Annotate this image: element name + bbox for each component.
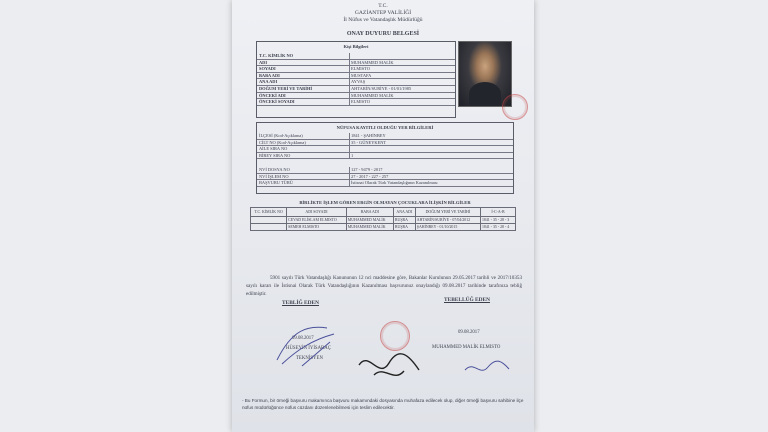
info-row (257, 133, 513, 140)
info-row-divider (349, 140, 350, 146)
info-row-divider (349, 167, 350, 173)
children-cell-father: MUHAMMED MALİK (346, 217, 393, 224)
children-cell-birth: AHTARİN/SURİYE - 07/04/2012 (415, 217, 480, 224)
children-cell-father: MUHAMMED MALİK (346, 224, 393, 231)
personal-info-box (256, 41, 456, 118)
info-row (257, 73, 455, 80)
notification-text: 5901 sayılı Türk Vatandaşlığı Kanununun 12 nci maddesine göre, Bakanlar Kurulunun 29.05.2017 tarihli ve 2017/10353 sayılı kararı ile İstisnai Olarak Türk Vatandaşlığının Kazanılması başvurunuz onaylandığı 09.08.2017 tarihinde tarafınıza tebliğ edilmiştir. (246, 275, 522, 297)
children-column-header: ANA ADI (393, 208, 415, 217)
info-row-value: MUHAMMED MALİK (351, 92, 394, 98)
info-row-divider (349, 153, 350, 159)
info-row (257, 174, 513, 181)
children-column-header: BABA ADI (346, 208, 393, 217)
info-row-divider (349, 79, 350, 85)
header-line-3: İl Nüfus ve Vatandaşlık Müdürlüğü (343, 17, 423, 23)
info-row-divider (349, 93, 350, 99)
info-row-value: 27 - 2017 - 227 - 257 (351, 173, 389, 179)
info-row-divider (349, 180, 350, 186)
header-line-2: GAZİANTEP VALİLİĞİ (354, 10, 412, 16)
info-row-value: AHTARİN/SURİYE - 01/01/1985 (351, 86, 412, 91)
children-column-header: DOĞUM YERİ VE TARİHİ (415, 208, 480, 217)
info-row (257, 93, 455, 100)
children-column-header: İ-C-A-B (480, 208, 515, 217)
children-cell-mother: BUŞRA (393, 224, 415, 231)
info-row (257, 153, 513, 160)
right-signature-scribble (462, 355, 512, 380)
personal-section-title: Kişi Bilgileri (343, 44, 369, 49)
children-cell-icab: 1841 - 35 - 28 - 3 (480, 217, 515, 224)
info-row-label: AİLE SIRA NO (259, 146, 288, 152)
right-signature-date: 09.08.2017 (458, 330, 480, 335)
table-row (251, 217, 516, 224)
left-signature-scribble (272, 320, 342, 370)
info-row (257, 86, 455, 93)
info-row-value: İstisnai Olarak Türk Vatandaşlığının Kazanılması (351, 180, 438, 186)
info-row-divider (349, 86, 350, 92)
children-table-header (251, 208, 516, 217)
info-row-label: ADI (259, 59, 268, 65)
left-signature-date: 09.08.2017 (292, 336, 314, 341)
left-signature-role: TEKNİSYEN (296, 356, 323, 361)
children-cell-birth: ŞAHİNBEY - 01/10/2015 (415, 224, 480, 231)
info-row (257, 66, 455, 73)
info-row (257, 79, 455, 86)
info-row-label: BABA ADI (259, 72, 280, 78)
info-row-value: ELMISTO (351, 99, 370, 105)
info-row-value: 127 - 9479 - 2017 (351, 167, 383, 172)
left-signature-title: TEBLİĞ EDEN (282, 300, 319, 306)
info-row (257, 180, 513, 187)
official-seal-photo (502, 94, 528, 120)
info-row-label: NVİ DOSYA NO (259, 167, 290, 172)
info-row-label: ANA ADI (259, 79, 278, 85)
info-row-label: CİLT NO (Kod-Açıklama) (259, 139, 306, 145)
info-row-label: NVİ İŞLEM NO (259, 173, 289, 179)
info-row-value: ELMISTO (351, 66, 370, 72)
info-row-label: ÖNCEKİ ADI (259, 92, 286, 98)
footnote: - Bu Formun, bir örneği başvuru makamınca başvuru makamındaki dosyasında muhafaza edilecek olup, diğer örneği başvuru sahibine ilçe nüfus müdürlüğünce nüfus cüzdanı düzenlenebilmesi için teslim edilecektir. (242, 398, 524, 410)
info-row-label: BİREY SIRA NO (259, 152, 291, 158)
document-title: ONAY DUYURU BELGESİ (346, 31, 420, 37)
info-row-divider (349, 174, 350, 180)
info-row (257, 60, 455, 67)
info-row-value: MUHAMMED MALİK (351, 59, 394, 65)
info-row (257, 167, 513, 174)
info-row-divider (349, 73, 350, 79)
info-row (257, 140, 513, 147)
children-cell-tc (251, 224, 287, 231)
info-row-value: 35 - GÜNEYKENT (351, 139, 387, 145)
right-signature-name: MUHAMMED MALİK ELMISTO (432, 345, 501, 350)
info-row-divider (349, 133, 350, 139)
children-cell-name: CEVAD ELİSLAM ELMISTO (287, 217, 347, 224)
background-right (534, 0, 768, 432)
info-row-divider (349, 53, 350, 59)
table-row (251, 224, 516, 231)
info-row-value: MUSTAFA (351, 72, 372, 78)
info-row-value: 1841 - ŞAHİNBEY (351, 133, 386, 138)
info-row-label: T.C. KİMLİK NO (259, 53, 294, 58)
info-row (257, 53, 455, 60)
info-row-value: 1 (351, 152, 354, 158)
background-left (0, 0, 232, 432)
children-cell-mother: BUŞRA (393, 217, 415, 224)
children-table-body (251, 217, 516, 231)
children-cell-tc (251, 217, 287, 224)
info-row-label: ÖNCEKİ SOYADI (259, 99, 295, 105)
children-table (250, 207, 516, 231)
info-row-divider (349, 99, 350, 105)
info-row-value: AYVAŞ (351, 79, 366, 85)
info-row-divider (349, 146, 350, 152)
info-row-label: İLÇESİ (Kod-Açıklama) (259, 133, 303, 138)
children-cell-name: SEMEH ELMISTO (287, 224, 347, 231)
children-section-title: BİRLİKTE İŞLEM GÖREN ERGİN OLMAYAN ÇOCUKLARA İLİŞKİN BİLGİLER (299, 200, 471, 205)
info-row (257, 99, 455, 106)
registry-section-title: NÜFUSA KAYITLI OLDUĞU YER BİLGİLERİ (336, 125, 434, 130)
info-row (257, 146, 513, 153)
right-signature-title: TEBELLÜĞ EDEN (444, 297, 490, 303)
applicant-photo (458, 41, 512, 107)
children-column-header: ADI SOYADI (287, 208, 347, 217)
left-signature-name: HÜSEYİN İYİSARAÇ (286, 346, 331, 351)
registry-box (256, 122, 514, 194)
children-column-header: T.C. KİMLİK NO (251, 208, 287, 217)
info-row-label: BAŞVURU TÜRÜ (259, 180, 293, 186)
center-signature-scribble (354, 345, 424, 385)
info-row-label: DOĞUM YERİ VE TARİHİ (259, 86, 313, 91)
info-row-label: SOYADI (259, 66, 276, 72)
info-row-divider (349, 60, 350, 66)
header-line-1: T.C. (378, 3, 388, 9)
info-row-divider (349, 66, 350, 72)
children-cell-icab: 1841 - 35 - 28 - 4 (480, 224, 515, 231)
document-sheet (232, 0, 534, 432)
